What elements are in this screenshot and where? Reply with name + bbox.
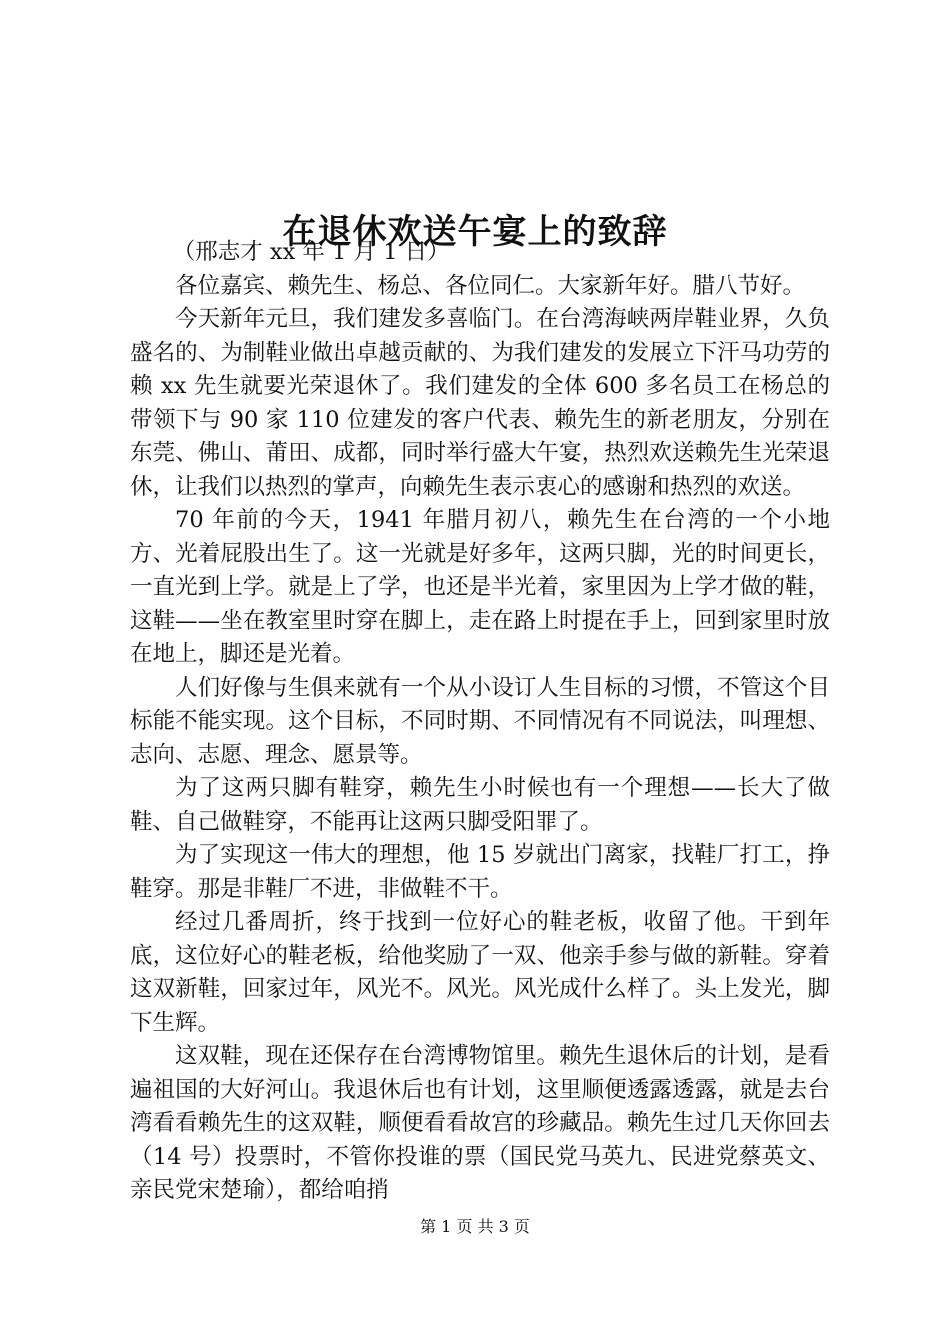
document-body — [130, 236, 830, 1208]
document-title: 在退休欢送午宴上的致辞 — [282, 211, 668, 252]
paragraph-announcement: 今天新年元旦，我们建发多喜临门。在台湾海峡两岸鞋业界，久负盛名的、为制鞋业做出卓越贡献的、为我们建发的发展立下汗马功劳的赖 xx 先生就要光荣退休了。我们建发的全体 600 多名员工在杨总的带领下与 90 家 110 位建发的客户代表、赖先生的新老朋友，分别在东莞、佛山、莆田、成都，同时举行盛大午宴，热烈欢送赖先生光荣退休，让我们以热烈的掌声，向赖先生表示衷心的感谢和热烈的欢送。 — [130, 306, 830, 500]
paragraph-retirement-plan: 这双鞋，现在还保存在台湾博物馆里。赖先生退休后的计划，是看遍祖国的大好河山。我退休后也有计划，这里顺便透露透露，就是去台湾看看赖先生的这双鞋，顺便看看故宫的珍藏品。赖先生过几天你回去（14 号）投票时，不管你投谁的票（国民党马英九、民进党蔡英文、亲民党宋楚瑜），都给咱捎 — [130, 1043, 830, 1203]
paragraph-life-goals: 人们好像与生俱来就有一个从小设订人生目标的习惯，不管这个目标能不能实现。这个目标，不同时期、不同情况有不同说法，叫理想、志向、志愿、理念、愿景等。 — [130, 674, 830, 768]
paragraph-greeting: 各位嘉宾、赖先生、杨总、各位同仁。大家新年好。腊八节好。 — [175, 272, 806, 299]
paragraph-dream: 为了这两只脚有鞋穿，赖先生小时候也有一个理想——长大了做鞋、自己做鞋穿，不能再让这两只脚受阳罪了。 — [130, 775, 830, 835]
page-indicator: 第 1 页 共 3 页 — [420, 1217, 530, 1236]
paragraph-first-shoes: 经过几番周折，终于找到一位好心的鞋老板，收留了他。干到年底，这位好心的鞋老板，给他奖励了一双、他亲手参与做的新鞋。穿着这双新鞋，回家过年，风光不。风光。风光成什么样了。头上发光，脚下生辉。 — [130, 909, 830, 1036]
paragraph-childhood: 70 年前的今天，1941 年腊月初八，赖先生在台湾的一个小地方、光着屁股出生了。这一光就是好多年，这两只脚，光的时间更长，一直光到上学。就是上了学，也还是半光着，家里因为上学才做的鞋，这鞋——坐在教室里时穿在脚上，走在路上时提在手上，回到家里时放在地上，脚还是光着。 — [130, 507, 830, 667]
byline: （邢志才 xx 年 1 月 1 日） — [172, 239, 450, 265]
paragraph-leaving-home: 为了实现这一伟大的理想，他 15 岁就出门离家，找鞋厂打工，挣鞋穿。那是非鞋厂不进，非做鞋不干。 — [130, 842, 830, 902]
